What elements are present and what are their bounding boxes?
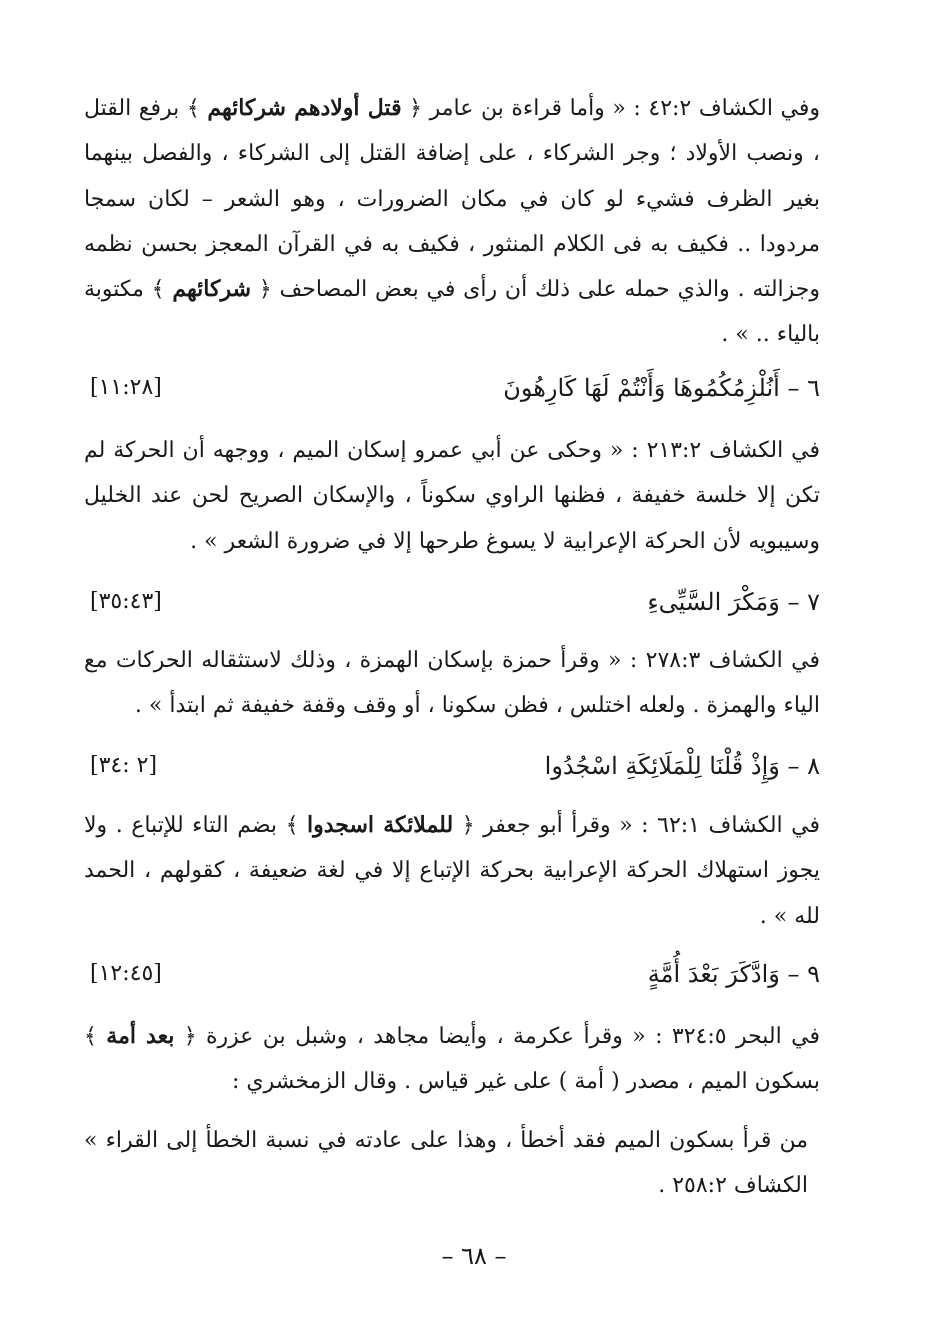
- paragraph-bahr-ikrima: [84, 1014, 820, 1105]
- verse-reference: [١١:٢٨]: [90, 375, 162, 400]
- text-run: ﴾ مكتوبة بالياء .. » .: [84, 277, 820, 348]
- paragraph-kashshaf-ibn-amir: [84, 86, 820, 358]
- paragraph-kashshaf-hamza: [84, 638, 820, 729]
- verse-text: ٩ – وَادَّكَرَ بَعْدَ أُمَّةٍ: [647, 960, 820, 988]
- verse-text: ٧ – وَمَكْرَ السَّيِّىءِ: [647, 588, 820, 616]
- paragraph-text: في الكشاف ٢١٣:٢ : « وحكى عن أبي عمرو إسكان الميم ، ووجهه أن الحركة لم تكن إلا خلسة خفيفة ، فظنها الراوي سكوناً ، والإسكان الصريح لحن عند الخليل وسيبويه لأن الحركة الإعرابية لا يسوغ طرحها إلا في ضرورة الشعر » .: [84, 438, 820, 554]
- verse-9: [84, 952, 820, 996]
- verse-7: [84, 580, 820, 624]
- page-number: – ٦٨ –: [441, 1242, 507, 1270]
- verse-text: ٦ – أَنُلْزِمُكُمُوهَا وَأَنْتُمْ لَهَا كَارِهُونَ: [503, 374, 820, 402]
- paragraph-kashshaf-abu-amr: [84, 428, 820, 564]
- quran-phrase: للملائكة اسجدوا: [307, 812, 454, 838]
- text-run: في الكشاف ٦٢:١ : « وقرأ أبو جعفر ﴿: [453, 813, 821, 838]
- quran-phrase: شركائهم: [172, 276, 252, 303]
- text-run: وفي الكشاف ٤٢:٢ : « وأما قراءة بن عامر ﴿: [401, 96, 820, 121]
- text-run: ﴾ بضم التاء للإتباع . ولا يجوز استهلاك الحركة الإعرابية بحركة الإتباع إلا في لغة ضعيفة ، كقولهم ، الحمد لله » .: [84, 813, 820, 929]
- paragraph-zamakhshari: [84, 1118, 808, 1209]
- text-run: ﴾ برفع القتل ، ونصب الأولاد ؛ وجر الشركاء ، على إضافة القتل إلى الشركاء ، والفصل بينهما بغير الظرف فشيء لو كان في مكان الضرورات ، وهو الشعر – لكان سمجا مردودا .. فكيف به فى الكلام المنثور ، فكيف به في القرآن المعجز بحسن نظمه وجزالته . والذي حمله على ذلك أن رأى في بعض المصاحف ﴿: [84, 96, 820, 303]
- verse-reference: [٣٥:٤٣]: [90, 589, 162, 614]
- text-run: في البحر ٣٢٤:٥ : « وقرأ عكرمة ، وأيضا مجاهد ، وشبل بن عزرة ﴿: [174, 1024, 820, 1049]
- verse-text: ٨ – وَإِذْ قُلْنَا لِلْمَلَائِكَةِ اسْجُدُوا: [544, 752, 820, 780]
- verse-8: [84, 744, 820, 788]
- verse-6: [84, 366, 820, 410]
- paragraph-text: في الكشاف ٢٧٨:٣ : « وقرأ حمزة بإسكان الهمزة ، وذلك لاستثقاله الحركات مع الياء والهمزة . ولعله اختلس ، فظن سكونا ، أو وقف وقفة خفيفة ثم ابتدأ » .: [84, 648, 820, 719]
- paragraph-kashshaf-abu-jafar: [84, 803, 820, 939]
- quran-phrase: بعد أمة: [106, 1023, 175, 1049]
- verse-reference: [١٢:٤٥]: [90, 961, 162, 986]
- quran-phrase: قتل أولادهم شركائهم: [207, 95, 402, 121]
- verse-reference: [٢ :٣٤]: [90, 753, 158, 778]
- paragraph-text: من قرأ بسكون الميم فقد أخطأ ، وهذا على عادته في نسبة الخطأ إلى القراء » الكشاف ٢٥٨:٢ .: [84, 1128, 808, 1199]
- text-run: ﴾ بسكون الميم ، مصدر ( أمة ) على غير قياس . وقال الزمخشري :: [84, 1024, 820, 1095]
